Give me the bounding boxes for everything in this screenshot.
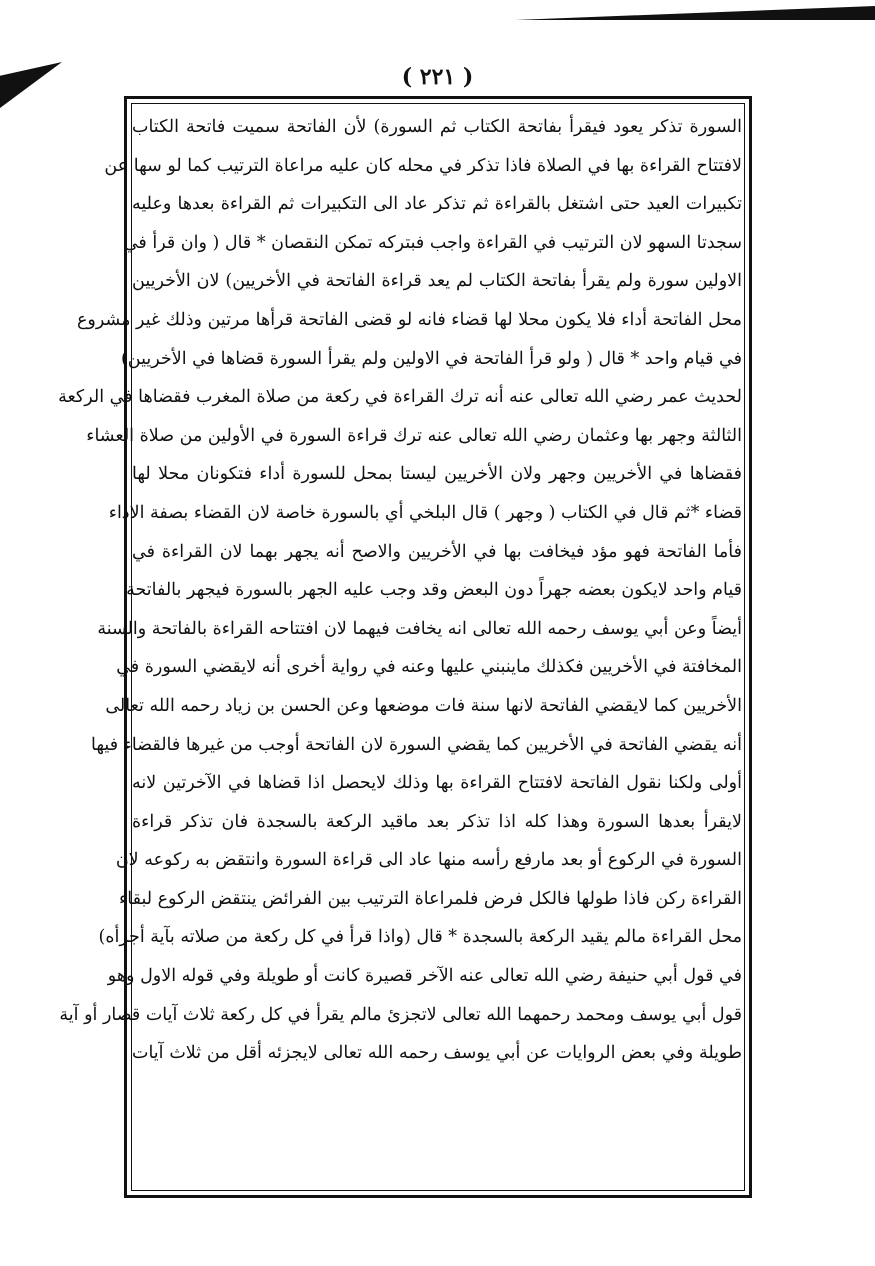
text-body [58,108,742,1192]
text-line: قول أبي يوسف ومحمد رحمهما الله تعالى لاتجزئ مالم يقرأ في كل ركعة ثلاث آيات قصار أو آية [59,1004,742,1025]
text-line: طويلة وفي بعض الروايات عن أبي يوسف رحمه الله تعالى لايجزئه أقل من ثلاث آيات [132,1043,742,1064]
text-line: الثالثة وجهر بها وعثمان رضي الله تعالى عنه ترك قراءة السورة في الأولين من صلاة العشاء [86,425,742,446]
scan-edge-mark-top [515,6,875,20]
text-line: لايقرأ بعدها السورة وهذا كله اذا تذكر بعد ماقيد الركعة بالسجدة فان تذكر قراءة [132,811,742,832]
text-line: أيضاً وعن أبي يوسف رحمه الله تعالى انه يخافت فيهما لان افتتاحه القراءة بالفاتحة والسنة [97,618,742,639]
text-line: محل الفاتحة أداء فلا يكون محلا لها قضاء فانه لو قضى الفاتحة قرأها مرتين وذلك غير مشروع [76,309,742,330]
text-line: قضاء *ثم قال في الكتاب ( وجهر ) قال البلخي أي بالسورة خاصة لان القضاء بصفة الاداء [108,502,742,523]
text-line: لافتتاح القراءة بها في الصلاة فاذا تذكر في محله كان عليه مراعاة الترتيب كما لو سها عن [104,155,742,176]
text-line: الأخريين كما لايقضي الفاتحة لانها سنة فات موضعها وعن الحسن بن زياد رحمه الله تعالى [105,695,742,716]
text-line: محل القراءة مالم يقيد الركعة بالسجدة * قال (واذا قرأ في كل ركعة من صلاته بآية أجزأه) [98,927,742,948]
text-line: الاولين سورة ولم يقرأ بفاتحة الكتاب لم يعد قراءة الفاتحة في الأخريين) لان الأخريين [132,271,742,292]
text-line: أولى ولكنا نقول الفاتحة لافتتاح القراءة بها وذلك لايحصل اذا قضاها في الآخرتين لانه [132,773,742,794]
text-line: تكبيرات العيد حتى اشتغل بالقراءة ثم تذكر عاد الى التكبيرات ثم القراءة بعدها وعليه [132,194,742,215]
text-line: القراءة ركن فاذا طولها فالكل فرض فلمراعاة الترتيب بين الفرائض ينتقض الركوع لبقاء [119,888,742,909]
text-line: المخافتة في الأخريين فكذلك ماينبني عليها وعنه في رواية أخرى أنه لايقضي السورة في [116,657,742,678]
text-line: أنه يقضي الفاتحة في الأخريين كما يقضي السورة لان الفاتحة أوجب من غيرها فالقضاء فيها [91,734,742,755]
text-line: في قول أبي حنيفة رضي الله تعالى عنه الآخر قصيرة كانت أو طويلة وفي قوله الاول وهو [107,966,742,987]
text-line: سجدتا السهو لان الترتيب في القراءة واجب فبتركه تمكن النقصان * قال ( وان قرأ في [123,232,742,253]
text-line: السورة تذكر يعود فيقرأ بفاتحة الكتاب ثم السورة) لأن الفاتحة سميت فاتحة الكتاب [132,117,742,137]
page-number: ( ٢٢١ ) [401,64,474,90]
text-line: فقضاها في الأخريين وجهر ولان الأخريين ليستا بمحل للسورة أداء فتكونان محلا لها [132,464,742,485]
text-line: لحديث عمر رضي الله تعالى عنه أنه ترك القراءة في ركعة من صلاة المغرب فقضاها في الركعة [58,387,742,408]
text-line: قيام واحد لايكون بعضه جهراً دون البعض وقد وجب عليه الجهر بالسورة فيجهر بالفاتحة [126,580,742,601]
text-line: فأما الفاتحة فهو مؤد فيخافت بها في الأخريين والاصح أنه يجهر بهما لان القراءة في [132,541,742,562]
text-line: السورة في الركوع أو بعد مارفع رأسه منها عاد الى قراءة السورة وانتقض به ركوعه لان [115,850,742,871]
text-line: في قيام واحد * قال ( ولو قرأ الفاتحة في الاولين ولم يقرأ السورة قضاها في الأخريين) [120,348,742,369]
